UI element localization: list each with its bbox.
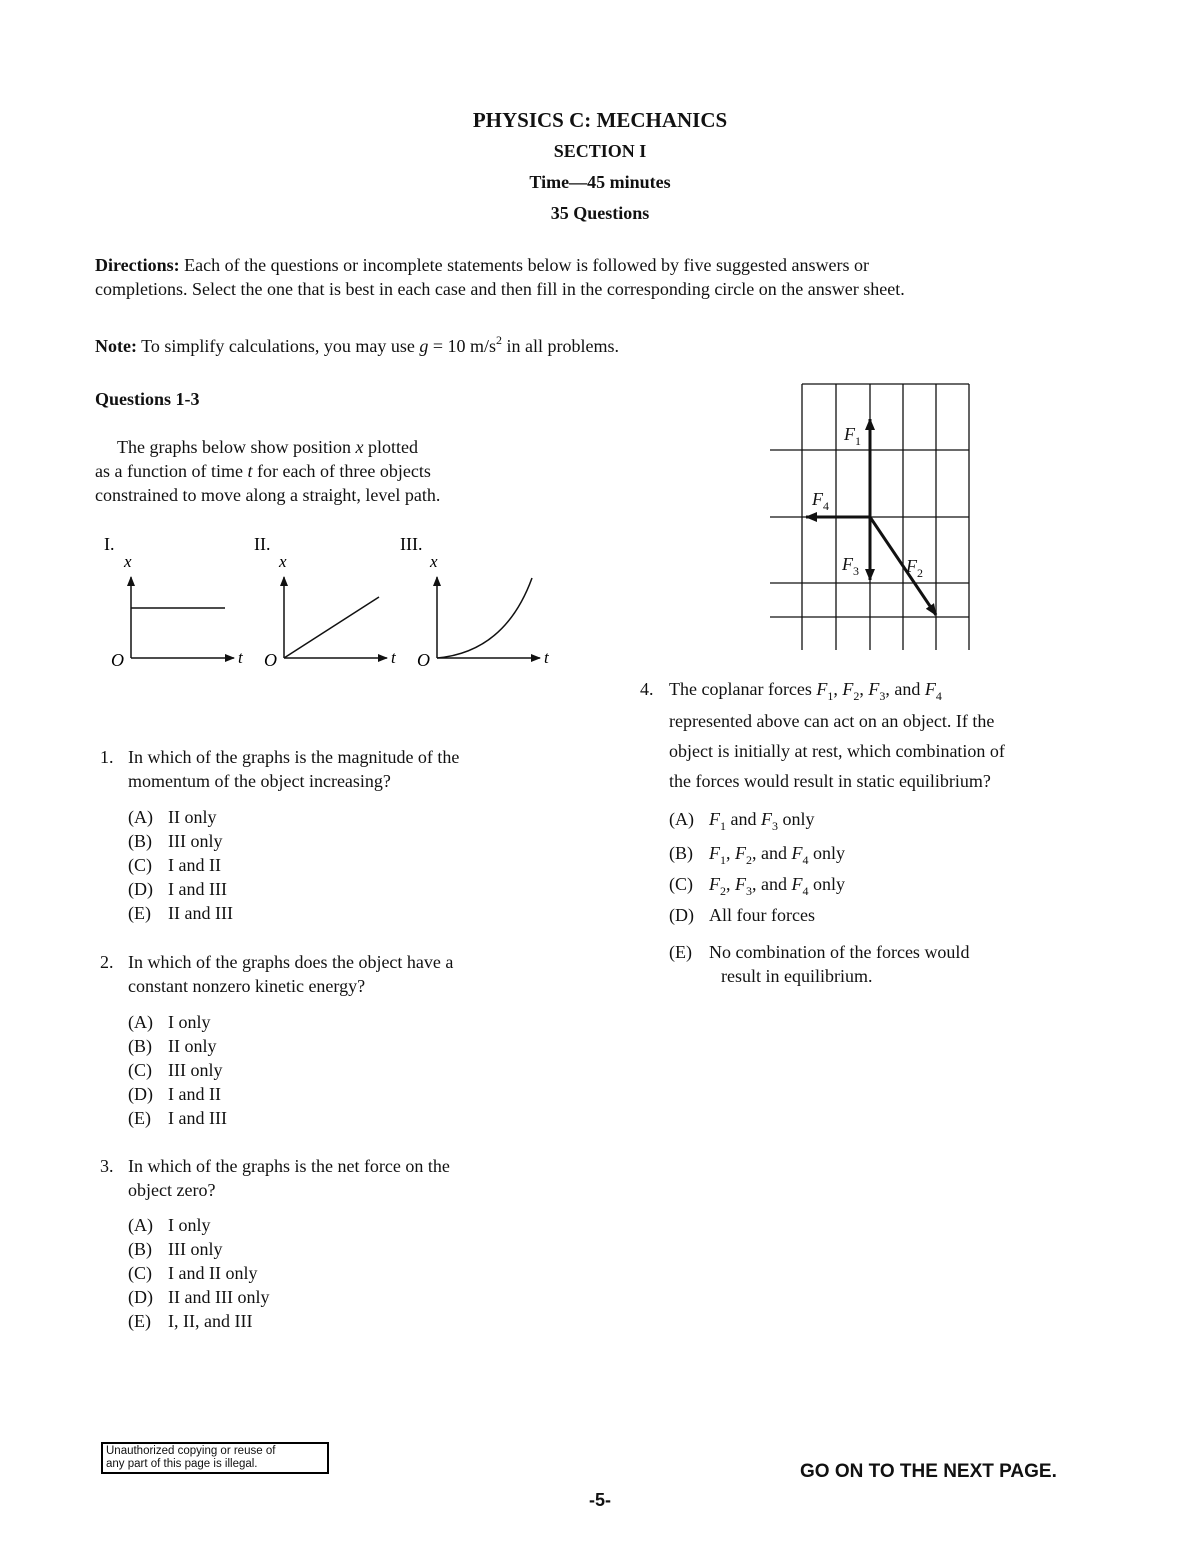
graph-3-curve bbox=[437, 578, 532, 658]
graph-2-label: II. bbox=[254, 534, 271, 554]
choice-text: II only bbox=[168, 807, 217, 827]
graph-1-x-axis-label: t bbox=[238, 648, 243, 667]
choice-text: I and II only bbox=[168, 1263, 258, 1283]
next-page-notice: GO ON TO THE NEXT PAGE. bbox=[800, 1461, 1057, 1482]
q1-choice-b[interactable] bbox=[128, 829, 233, 853]
section-label: SECTION I bbox=[553, 141, 647, 161]
directions-line-1 bbox=[95, 253, 869, 277]
choice-label: (A) bbox=[128, 1215, 153, 1235]
q2-choice-a[interactable] bbox=[128, 1010, 227, 1034]
graph-3 bbox=[400, 534, 550, 670]
q3-stem-2: object zero? bbox=[128, 1180, 216, 1200]
choice-text: I and III bbox=[168, 1108, 227, 1128]
choice-label: (D) bbox=[128, 879, 153, 899]
choice-label: (B) bbox=[128, 1036, 152, 1056]
copyright-notice bbox=[101, 1442, 329, 1474]
set-intro-1 bbox=[117, 435, 418, 459]
force-f1-label: $F_1$ bbox=[844, 424, 861, 448]
intro-text: plotted bbox=[367, 437, 418, 457]
note-g: g bbox=[419, 336, 429, 356]
choice-text: III only bbox=[168, 831, 223, 851]
graph-3-origin: O bbox=[417, 650, 430, 670]
graph-1-label: I. bbox=[104, 534, 115, 554]
q2-choice-d[interactable] bbox=[128, 1082, 227, 1106]
q2-number: 2. bbox=[100, 952, 114, 972]
graph-2-curve bbox=[284, 597, 379, 658]
q1-number: 1. bbox=[100, 747, 114, 767]
force-f4-label: $F_4$ bbox=[812, 489, 829, 513]
q4-number: 4. bbox=[640, 679, 654, 699]
choice-text: I and II bbox=[168, 855, 221, 875]
choice-label: (E) bbox=[669, 942, 692, 962]
note-post: in all problems. bbox=[506, 336, 620, 356]
q2-stem-2: constant nonzero kinetic energy? bbox=[128, 976, 366, 996]
graph-2-origin: O bbox=[264, 650, 277, 670]
intro-text: as a function of time bbox=[95, 461, 243, 481]
choice-text: All four forces bbox=[709, 905, 815, 925]
q4-choice-b[interactable]: (B) $F_1$, $F_2$, and $F_4$ only bbox=[669, 843, 846, 867]
q2-choice-b[interactable] bbox=[128, 1034, 227, 1058]
force-diagram bbox=[760, 375, 990, 665]
choice-label: (C) bbox=[669, 874, 693, 894]
q3-choice-d[interactable] bbox=[128, 1285, 269, 1309]
choice-label: (E) bbox=[128, 1311, 151, 1331]
graph-2-y-axis-label: x bbox=[279, 552, 287, 571]
choice-label: (B) bbox=[128, 1239, 152, 1259]
choice-label: (A) bbox=[128, 807, 153, 827]
note-exp: 2 bbox=[496, 333, 503, 347]
q4-choice-e[interactable] bbox=[669, 940, 969, 964]
note-label: Note: bbox=[95, 336, 137, 356]
page-title: PHYSICS C: MECHANICS bbox=[472, 108, 728, 132]
q1-choice-c[interactable] bbox=[128, 853, 233, 877]
time-limit: Time—45 minutes bbox=[529, 172, 671, 192]
q4-stem-4: the forces would result in static equilibrium? bbox=[669, 771, 991, 791]
q3-choice-b[interactable] bbox=[128, 1237, 269, 1261]
copyright-line-1: Unauthorized copying or reuse of bbox=[106, 1445, 276, 1457]
set-heading: Questions 1-3 bbox=[95, 389, 200, 409]
choice-label: (E) bbox=[128, 903, 151, 923]
note-eq: = 10 m/s bbox=[428, 336, 497, 356]
q4-stem-3: object is initially at rest, which combination of bbox=[669, 741, 1005, 761]
choice-label: (B) bbox=[669, 843, 693, 863]
q2-choice-e[interactable] bbox=[128, 1106, 227, 1130]
graph-1-origin: O bbox=[111, 650, 124, 670]
q3-choice-a[interactable] bbox=[128, 1213, 269, 1237]
q3-choice-e[interactable] bbox=[128, 1309, 269, 1333]
choice-text: III only bbox=[168, 1239, 223, 1259]
directions-text-2: completions. Select the one that is best in each case and then fill in the corresponding circle on the answer sheet. bbox=[95, 279, 905, 299]
copyright-line-2: any part of this page is illegal. bbox=[106, 1458, 258, 1470]
directions-label: Directions: bbox=[95, 255, 180, 275]
graph-3-label: III. bbox=[400, 534, 423, 554]
q4-choice-c[interactable]: (C) $F_2$, $F_3$, and $F_4$ only bbox=[669, 874, 846, 898]
q1-choices bbox=[128, 805, 233, 925]
choice-text: I and III bbox=[168, 879, 227, 899]
q4-choice-e-cont: result in equilibrium. bbox=[721, 966, 873, 986]
intro-var-x: x bbox=[355, 437, 364, 457]
choice-text: No combination of the forces would bbox=[709, 942, 970, 962]
note-pre: To simplify calculations, you may use bbox=[141, 336, 415, 356]
choice-label: (E) bbox=[128, 1108, 151, 1128]
choice-label: (D) bbox=[128, 1287, 153, 1307]
choice-label: (C) bbox=[128, 1263, 152, 1283]
q4-choice-a[interactable]: (A) $F_1$ and $F_3$ only bbox=[669, 809, 815, 833]
graph-1-y-axis-label: x bbox=[124, 552, 132, 571]
choice-label: (B) bbox=[128, 831, 152, 851]
q1-choice-a[interactable] bbox=[128, 805, 233, 829]
choice-label: (D) bbox=[128, 1084, 153, 1104]
intro-text: The graphs below show position bbox=[117, 437, 351, 457]
choice-text: II and III only bbox=[168, 1287, 270, 1307]
force-f2-label: $F_2$ bbox=[906, 556, 923, 580]
choice-text: I only bbox=[168, 1215, 211, 1235]
graph-3-x-axis-label: t bbox=[544, 648, 549, 667]
q2-stem-1: In which of the graphs does the object have a bbox=[128, 952, 454, 972]
choice-text: I only bbox=[168, 1012, 211, 1032]
q3-choices bbox=[128, 1213, 269, 1333]
choice-text: II only bbox=[168, 1036, 217, 1056]
q4-stem-text: The coplanar forces bbox=[669, 679, 812, 699]
set-intro-2 bbox=[95, 459, 431, 483]
choice-text: I, II, and III bbox=[168, 1311, 253, 1331]
intro-text: for each of three objects bbox=[256, 461, 431, 481]
choice-text: II and III bbox=[168, 903, 233, 923]
question-count: 35 Questions bbox=[550, 203, 650, 223]
force-f3-label: $F_3$ bbox=[842, 554, 859, 578]
intro-var-t: t bbox=[247, 461, 253, 481]
graph-1 bbox=[104, 534, 244, 670]
q2-choices bbox=[128, 1010, 227, 1130]
note bbox=[95, 334, 619, 358]
force-labels bbox=[811, 424, 923, 580]
choice-label: (A) bbox=[669, 809, 694, 829]
q2-choice-c[interactable] bbox=[128, 1058, 227, 1082]
graph-2-x-axis-label: t bbox=[391, 648, 396, 667]
page-number: -5- bbox=[589, 1490, 611, 1510]
choice-label: (A) bbox=[128, 1012, 153, 1032]
q3-stem-1: In which of the graphs is the net force on the bbox=[128, 1156, 450, 1176]
choice-text: III only bbox=[168, 1060, 223, 1080]
set-intro-3: constrained to move along a straight, level path. bbox=[95, 485, 441, 505]
q1-stem-1: In which of the graphs is the magnitude of the bbox=[128, 747, 460, 767]
choice-text: I and II bbox=[168, 1084, 221, 1104]
choice-label: (D) bbox=[669, 905, 694, 925]
position-time-graphs bbox=[0, 520, 600, 680]
q4-stem-2: represented above can act on an object. If the bbox=[669, 711, 995, 731]
q1-stem-2: momentum of the object increasing? bbox=[128, 771, 391, 791]
choice-label: (C) bbox=[128, 855, 152, 875]
q1-choice-d[interactable] bbox=[128, 877, 233, 901]
choice-label: (C) bbox=[128, 1060, 152, 1080]
q4-choice-d[interactable] bbox=[669, 903, 815, 927]
q3-number: 3. bbox=[100, 1156, 114, 1176]
directions-text-1: Each of the questions or incomplete statements below is followed by five suggested answers or bbox=[184, 255, 869, 275]
q1-choice-e[interactable] bbox=[128, 901, 233, 925]
graph-3-y-axis-label: x bbox=[430, 552, 438, 571]
q4-stem-1: The coplanar forces $F_1$, $F_2$, $F_3$, and $F_4$ bbox=[669, 679, 942, 703]
q3-choice-c[interactable] bbox=[128, 1261, 269, 1285]
graph-2 bbox=[254, 534, 397, 670]
